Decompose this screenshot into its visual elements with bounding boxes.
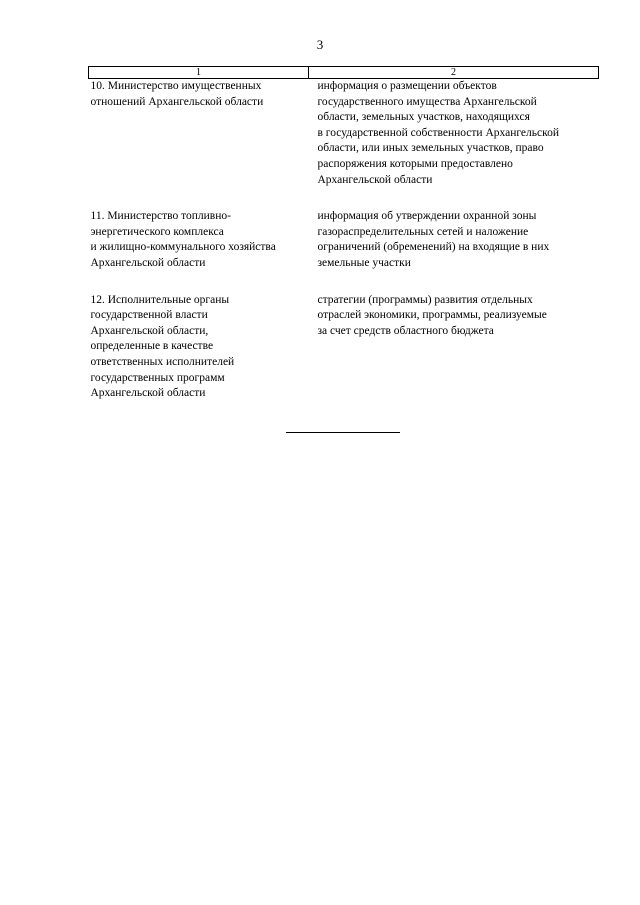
cell-text-line: в государственной собственности Архангельской bbox=[317, 126, 560, 139]
cell-text-line: определенные в качестве bbox=[90, 340, 214, 353]
cell-text-line: области, или иных земельных участков, право bbox=[317, 142, 544, 155]
cell-text-line: информация о размещении объектов bbox=[317, 80, 497, 92]
cell-text-line: Архангельской области bbox=[317, 173, 433, 186]
cell-text-line: распоряжения которыми предоставлено bbox=[317, 157, 513, 170]
cell-text-line: отраслей экономики, программы, реализуемые bbox=[317, 309, 547, 322]
cell-text-line: Архангельской области, bbox=[90, 324, 209, 337]
cell-text-line: Архангельской области bbox=[90, 256, 206, 269]
cell-text-line: 10. Министерство имущественных bbox=[90, 80, 262, 92]
table-cell-authority bbox=[89, 293, 309, 423]
column-header-1: 1 bbox=[89, 67, 309, 79]
document-table bbox=[88, 66, 599, 423]
cell-text-line: ответственных исполнителей bbox=[90, 355, 235, 368]
cell-text-line: информация об утверждении охранной зоны bbox=[317, 210, 537, 223]
cell-text-line: Архангельской области bbox=[90, 387, 206, 400]
table-row bbox=[89, 293, 599, 423]
cell-text-line: и жилищно-коммунального хозяйства bbox=[90, 241, 276, 254]
table-cell-authority bbox=[89, 79, 309, 210]
cell-text-line: ограничений (обременений) на входящие в них bbox=[317, 241, 550, 254]
cell-text-line: за счет средств областного бюджета bbox=[317, 324, 494, 337]
cell-text-line: земельные участки bbox=[317, 256, 411, 269]
table-cell-information bbox=[309, 293, 599, 423]
table-cell-authority bbox=[89, 209, 309, 292]
page-number: 3 bbox=[316, 37, 324, 52]
table-cell-information bbox=[309, 79, 599, 210]
table-row bbox=[89, 79, 599, 210]
cell-text-line: 12. Исполнительные органы bbox=[90, 293, 230, 306]
cell-text-line: 11. Министерство топливно- bbox=[90, 210, 231, 223]
cell-text-line: отношений Архангельской области bbox=[90, 95, 264, 108]
cell-text-line: области, земельных участков, находящихся bbox=[317, 111, 530, 124]
end-of-document-rule bbox=[286, 432, 400, 433]
cell-text-line: государственного имущества Архангельской bbox=[317, 95, 537, 108]
cell-text-line: энергетического комплекса bbox=[90, 225, 224, 238]
cell-text-line: государственной власти bbox=[90, 309, 208, 322]
column-header-2: 2 bbox=[309, 67, 599, 79]
table-header-row bbox=[89, 67, 599, 79]
cell-text-line: стратегии (программы) развития отдельных bbox=[317, 293, 533, 306]
table-row bbox=[89, 209, 599, 292]
cell-text-line: газораспределительных сетей и наложение bbox=[317, 225, 529, 238]
cell-text-line: государственных программ bbox=[90, 371, 225, 384]
table-cell-information bbox=[309, 209, 599, 292]
